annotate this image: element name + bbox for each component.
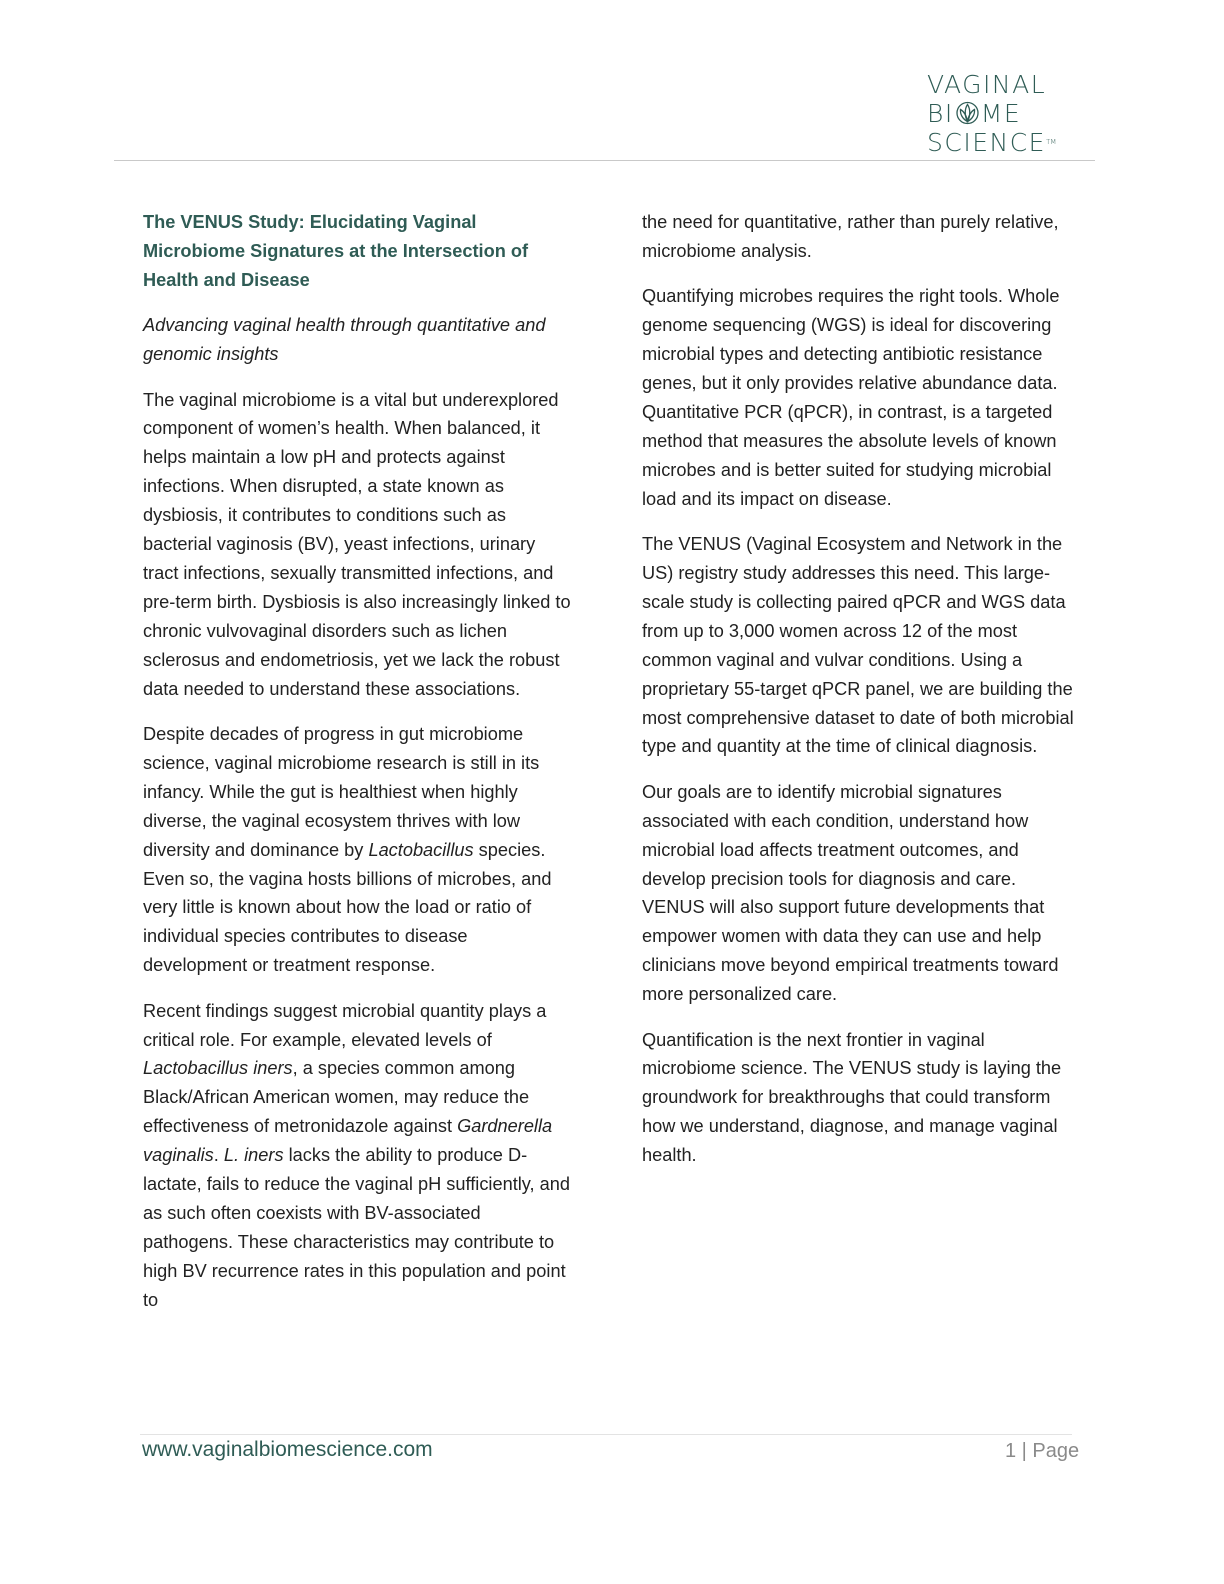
paragraph-1: The vaginal microbiome is a vital but underexplored component of women’s health. When balanced, it helps maintain a low pH and protects against infections. When disrupted, a state known as dysbiosis, it contributes to conditions such as bacterial vaginosis (BV), yeast infections, urinary tract infections, sexually transmitted infections, and pre-term birth. Dysbiosis is also increasingly linked to chronic vulvovaginal disorders such as lichen sclerosus and endometriosis, yet we lack the robust data needed to understand these associations. — [143, 389, 571, 699]
logo-line-2 — [927, 99, 1067, 128]
paragraph-3-text-b: , a species common among Black/African American women, may reduce the effectiveness of metronidazole against — [143, 1058, 530, 1137]
trademark-mark: TM — [1045, 138, 1057, 146]
lotus-icon — [955, 101, 980, 125]
brand-logo — [927, 70, 1067, 157]
paragraph-3-text-a: Recent findings suggest microbial quantity plays a critical role. For example, elevated levels of — [143, 1000, 547, 1050]
logo-line-3 — [927, 128, 1067, 157]
logo-line-1: VAGINAL — [927, 70, 1047, 99]
page-number: 1 | Page — [1005, 1440, 1080, 1462]
paragraph-2-text-a: Despite decades of progress in gut microbiome science, vaginal microbiome research is still in its infancy. While the gut is healthiest when highly diverse, the vaginal ecosystem thrives with low diversity and dominance by — [143, 724, 540, 860]
logo-line-2-start: BI — [927, 99, 954, 128]
paragraph-3-text-d: lacks the ability to produce D-lactate, fails to reduce the vaginal pH sufficiently, and as such often coexists with BV-associated pathogens. These characteristics may contribute to high BV recurrence rates in this population and point to — [143, 1145, 570, 1310]
paragraph-5: The VENUS (Vaginal Ecosystem and Network in the US) registry study addresses this need. This large-scale study is collecting paired qPCR and WGS data from up to 3,000 women across 12 of the most common vaginal and vulvar conditions. Using a proprietary 55-target qPCR panel, we are building the most comprehensive dataset to date of both microbial type and quantity at the time of clinical diagnosis. — [642, 534, 1074, 757]
article-title: The VENUS Study: Elucidating Vaginal Microbiome Signatures at the Intersection of Health and Disease — [143, 212, 529, 290]
footer-divider — [140, 1434, 1072, 1435]
paragraph-6: Our goals are to identify microbial signatures associated with each condition, understand how microbial load affects treatment outcomes, and develop precision tools for diagnosis and care. VENUS will also support future developments that empower women with data they can use and help clinicians move beyond empirical treatments toward more personalized care. — [642, 781, 1059, 1005]
paragraph-3-text-c: . — [213, 1145, 224, 1166]
paragraph-4: Quantifying microbes requires the right tools. Whole genome sequencing (WGS) is ideal for discovering microbial types and detecting antibiotic resistance genes, but it only provides relative abundance data. Quantitative PCR (qPCR), in contrast, is a targeted method that measures the absolute levels of known microbes and is better suited for studying microbial load and its impact on disease. — [642, 286, 1060, 509]
paragraph-2 — [143, 720, 575, 980]
species-gardnerella-vaginalis: Gardnerella vaginalis — [143, 1116, 553, 1166]
logo-line-2-end: ME — [980, 99, 1022, 128]
species-l-iners: L. iners — [223, 1145, 284, 1166]
header-divider — [114, 160, 1095, 161]
paragraph-7: Quantification is the next frontier in vaginal microbiome science. The VENUS study is laying the groundwork for breakthroughs that could transform how we understand, diagnose, and manage vaginal health. — [642, 1029, 1062, 1166]
article-subtitle: Advancing vaginal health through quantitative and genomic insights — [143, 315, 546, 365]
paragraph-3 — [143, 997, 575, 1315]
species-lactobacillus-iners: Lactobacillus iners — [143, 1058, 293, 1079]
right-column — [642, 208, 1074, 1187]
left-column — [143, 208, 575, 1331]
logo-line-3-text: SCIENCE — [927, 128, 1046, 157]
paragraph-2-text-b: species. Even so, the vagina hosts billions of microbes, and very little is known about how the load or ratio of individual species contributes to disease development or treatment response. — [143, 839, 552, 976]
footer-website-link[interactable]: www.vaginalbiomescience.com — [142, 1438, 433, 1461]
species-lactobacillus: Lactobacillus — [368, 839, 474, 860]
paragraph-3-continued: the need for quantitative, rather than purely relative, microbiome analysis. — [642, 212, 1059, 261]
